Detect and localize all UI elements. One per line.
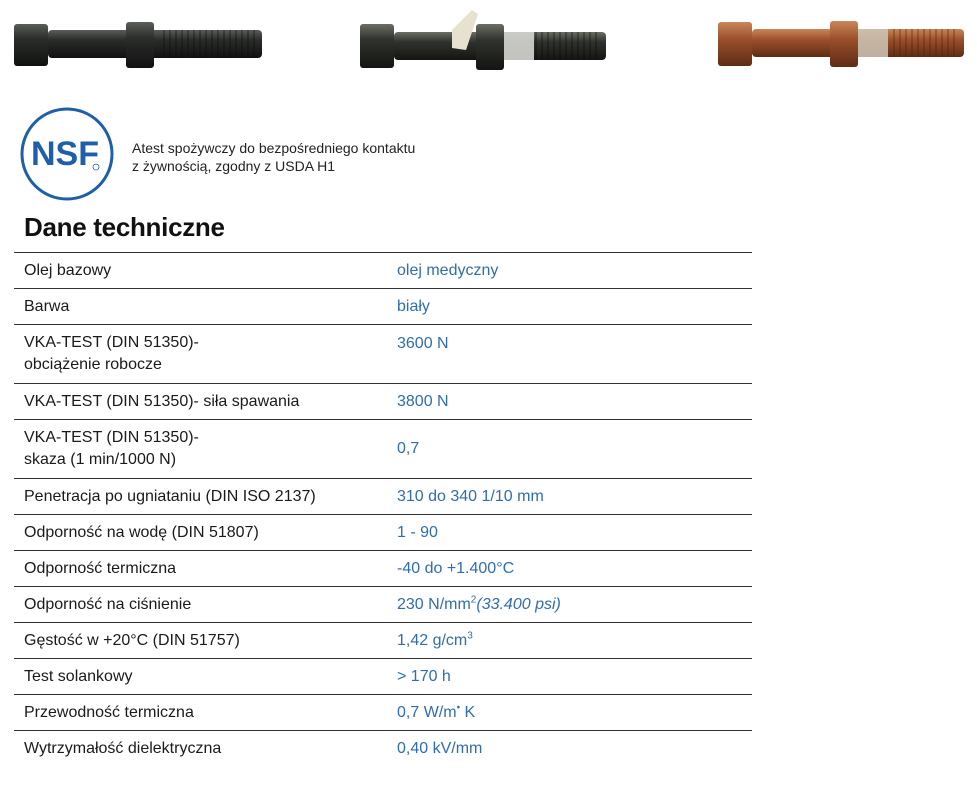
value-superscript: 3 (467, 630, 473, 642)
row-value (397, 695, 752, 731)
table-row (14, 384, 752, 420)
value-main: 1,42 g/cm (397, 631, 468, 649)
row-label-line1: VKA-TEST (DIN 51350)- (24, 429, 199, 446)
table-row (14, 587, 752, 623)
row-label (14, 325, 397, 384)
table-row (14, 253, 752, 289)
table-row (14, 551, 752, 587)
row-label-line2: obciążenie robocze (24, 356, 162, 373)
row-label: Test solankowy (24, 667, 133, 685)
table-row (14, 731, 752, 767)
value-main: 230 N/mm (397, 595, 471, 613)
nsf-description-line1: Atest spożywczy do bezpośredniego kontaktu (132, 140, 416, 156)
bolt-image-1 (14, 16, 266, 76)
row-value: 310 do 340 1/10 mm (397, 487, 544, 505)
row-label: Penetracja po ugniataniu (DIN ISO 2137) (24, 487, 316, 505)
value-superscript: 2 (470, 594, 477, 606)
row-label: Odporność na ciśnienie (24, 595, 192, 613)
bolt-image-2 (360, 8, 610, 78)
row-label: Gęstość w +20°C (DIN 51757) (24, 631, 240, 649)
table-row (14, 325, 752, 384)
row-value: 1 - 90 (397, 523, 438, 541)
row-label: Przewodność termiczna (24, 703, 194, 721)
technical-data-table (14, 252, 752, 767)
row-label-line2: skaza (1 min/1000 N) (24, 451, 177, 468)
row-label: VKA-TEST (DIN 51350)- siła spawania (24, 392, 300, 410)
row-label-line1: VKA-TEST (DIN 51350)- (24, 334, 199, 351)
row-value: 3800 N (397, 392, 449, 410)
value-extra: (33.400 psi) (476, 595, 561, 613)
row-value (397, 587, 752, 623)
row-value: 3600 N (397, 335, 449, 352)
row-label: Olej bazowy (24, 261, 112, 279)
row-label: Odporność na wodę (DIN 51807) (24, 523, 259, 541)
row-value: 0,40 kV/mm (397, 739, 483, 757)
bolt-image-3 (718, 14, 968, 76)
table-row (14, 420, 752, 479)
table-row (14, 623, 752, 659)
value-dot: • (456, 702, 461, 714)
table-row (14, 289, 752, 325)
nsf-logo (20, 107, 114, 201)
value-main: 0,7 W/m (397, 703, 457, 721)
table-row (14, 515, 752, 551)
nsf-description (132, 139, 415, 175)
table-row (14, 695, 752, 731)
row-label (14, 420, 397, 479)
table-row (14, 659, 752, 695)
row-value: > 170 h (397, 667, 451, 685)
table-row (14, 479, 752, 515)
row-value: olej medyczny (397, 261, 499, 279)
svg-text:NSF: NSF (31, 135, 99, 173)
row-label: Barwa (24, 297, 70, 315)
value-extra: K (460, 703, 476, 721)
row-label: Wytrzymałość dielektryczna (24, 739, 222, 757)
row-label: Odporność termiczna (24, 559, 177, 577)
row-value: -40 do +1.400°C (397, 559, 515, 577)
section-title: Dane techniczne (24, 212, 225, 242)
row-value (397, 623, 752, 659)
row-value: 0,7 (397, 440, 420, 457)
row-value: biały (397, 297, 430, 315)
nsf-description-line2: z żywnością, zgodny z USDA H1 (132, 158, 336, 174)
